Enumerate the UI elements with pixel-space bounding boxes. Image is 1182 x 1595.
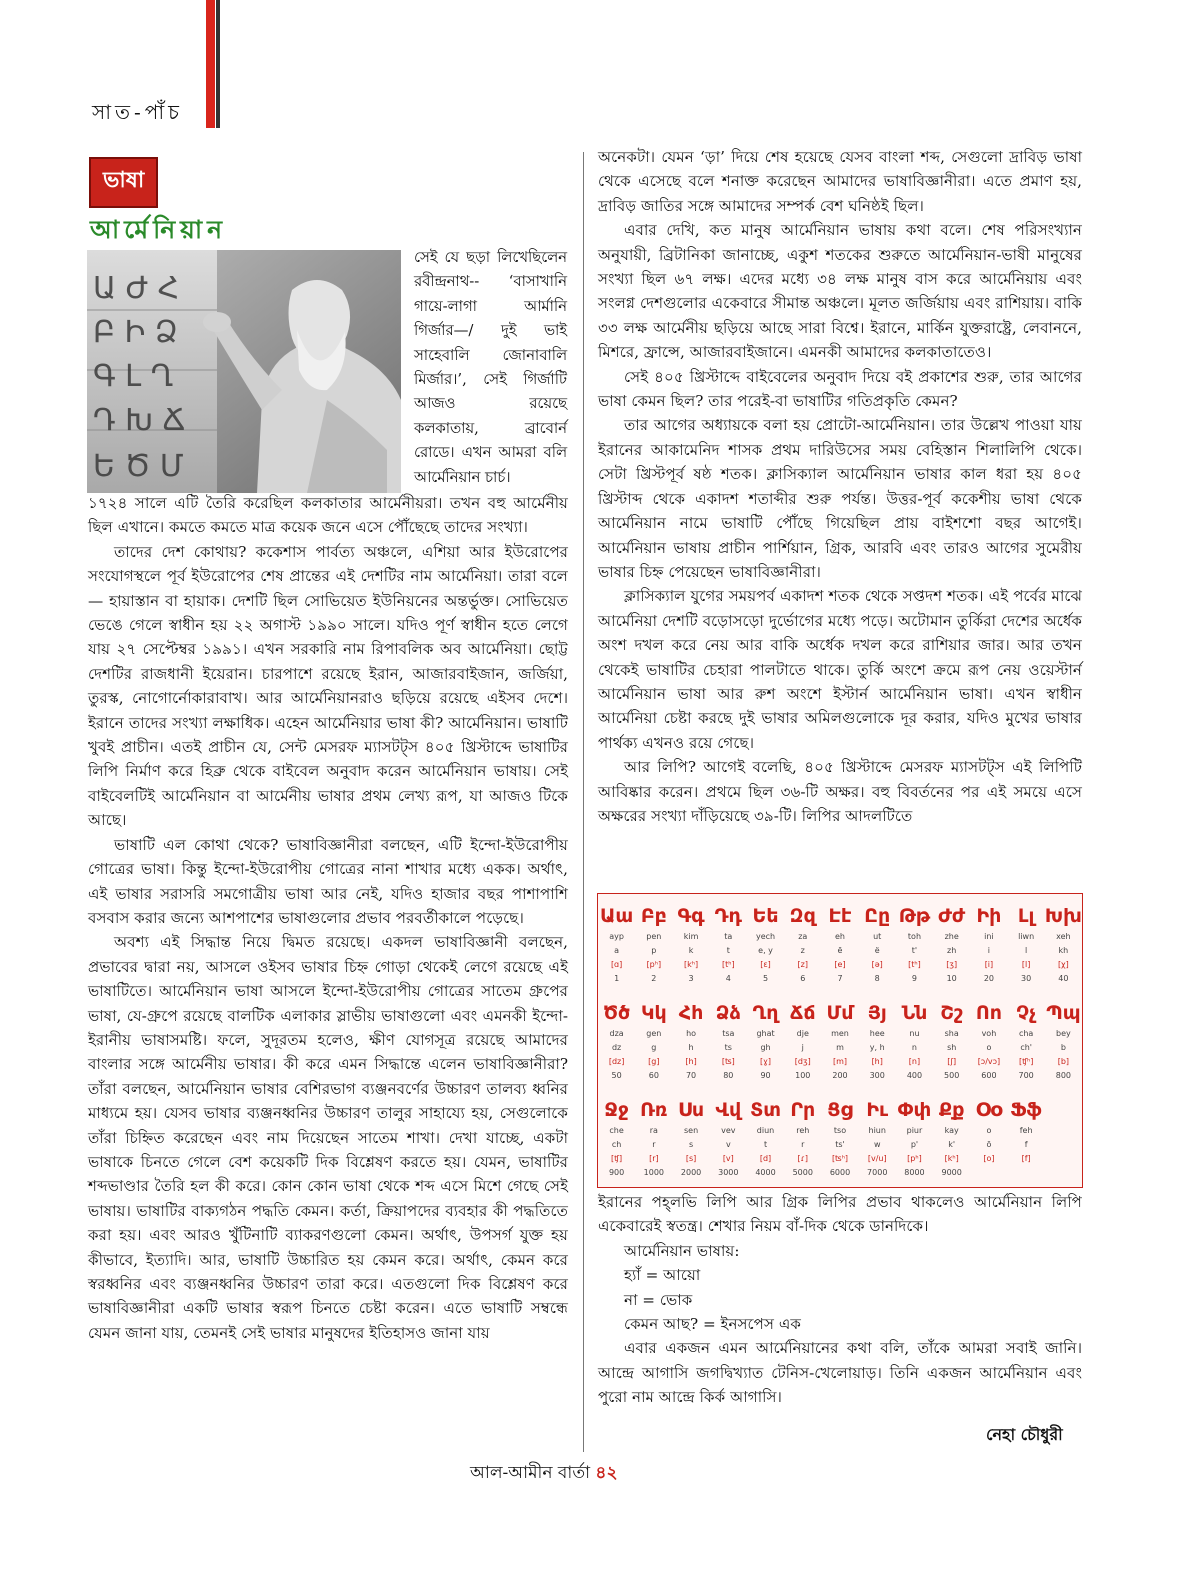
letter-numeric-value: 3 bbox=[688, 974, 694, 983]
alphabet-letter: Վվ bbox=[715, 1099, 742, 1121]
letter-transliteration: ts' bbox=[835, 1140, 845, 1149]
category-tag: ভাষা bbox=[89, 157, 158, 208]
left-paragraph: ১৭২৪ সালে এটি তৈরি করেছিল কলকাতার আর্মেনীয়রা। তখন বহু আর্মেনীয় ছিল এখানে। কমতে কমতে মাত্র কয়েক জনে এসে পৌঁছেছে তাদের সংখ্যা। bbox=[88, 494, 568, 537]
letter-pronunciation: [pʰ] bbox=[646, 960, 662, 969]
right-paragraph: তার আগের অধ্যায়কে বলা হয় প্রোটো-আর্মেনিয়ান। তার উল্লেখ পাওয়া যায় ইরানের আকামেনিদ শাসক প্রথম দারিউসের সময় বেহিস্তান শিলালিপি থেকে। সেটা খ্রিস্টপূর্ব ষষ্ঠ শতক। ক্লাসিক্যাল আর্মেনিয়ান ভাষার কাল ধরা হয় ৪০৫ খ্রিস্টাব্দ থেকে একাদশ শতাব্দীর শুরু পর্যন্ত। উত্তর-পূর্ব ককেশীয় ভাষা থেকে আর্মেনিয়ান নামে ভাষাটি পৌঁছে গিয়েছিল প্রায় বাইশশো বছর আগেই। আর্মেনিয়ান ভাষায় প্রাচীন পার্শিয়ান, গ্রিক, আরবি এবং তারও আগের সুমেরীয় ভাষার চিহ্ন পেয়েছেন ভাষাবিজ্ঞানীরা। bbox=[598, 416, 1082, 581]
letter-pronunciation: [ɔ/vɔ] bbox=[977, 1057, 1001, 1066]
alphabet-letter: Ձձ bbox=[715, 1002, 741, 1024]
letter-transliteration: l bbox=[1025, 946, 1028, 955]
alphabet-letter: Պպ bbox=[1046, 1002, 1081, 1024]
letter-transliteration: t bbox=[726, 946, 730, 955]
letter-transliteration: zh bbox=[947, 946, 957, 955]
left-paragraph: অবশ্য এই সিদ্ধান্ত নিয়ে দ্বিমত রয়েছে। একদল ভাষাবিজ্ঞানী বলছেন, প্রভাবের দ্বারা নয়, আসলে ওইসব ভাষার চিহ্ন গোড়া থেকেই লেগে রয়েছে এই ভাষাটিতে। আর্মেনিয়ান ভাষা আসলে ইন্দো-ইউরোপীয় গোত্রের সাতেম গ্রুপের ভাষা, যে-গ্রুপে রয়েছে বালটিক এলাকার স্লাভীয় ভাষাগুলো এবং এমনকী ইন্দো-ইরানীয় ভাষাসমষ্টি। ফলে, সুদূরতম হলেও, ক্ষীণ যোগসূত্র রয়েছে আমাদের বাংলার সঙ্গে আর্মেনীয় ভাষার। কী করে এমন সিদ্ধান্তে এলেন ভাষাবিজ্ঞানীরা? তাঁরা বলছেন, আর্মেনিয়ান ভাষার বেশিরভাগ ব্যঞ্জনবর্ণের উচ্চারণ তালব্য ধ্বনির মাধ্যমে হয়। যেসব ভাষার ব্যঞ্জনধ্বনির উচ্চারণ তালুর সাহায্যে হয়, সেগুলোকে তাঁরা চিহ্নিত করেছেন এবং নাম দিয়েছেন সাতেম শাখা। দেখা যাচ্ছে, একটা ভাষাকে চিনতে গেলে বেশ কয়েকটি দিক বিশ্লেষণ করতে হয়। যেমন, ভাষাটির শব্দভাণ্ডার তৈরি হল কী করে। কোন কোন ভাষা থেকে শব্দ এসে মিশে গেছে সেই ভাষায়। ভাষাটির বাক্যগঠন পদ্ধতি কেমন। কর্তা, ক্রিয়াপদের ব্যবহার কী পদ্ধতিতে করা হয়। এবং আরও খুঁটিনাটি ব্যাকরণগুলো কেমন। অর্থাৎ, উপসর্গ যুক্ত হয় কীভাবে, ইত্যাদি। আর, ভাষাটি উচ্চারিত হয় কেমন করে। অর্থাৎ, কেমন করে স্বরধ্বনির এবং ব্যঞ্জনধ্বনির উচ্চারণ তারা করে। এতগুলো দিক বিশ্লেষণ করে ভাষাবিজ্ঞানীরা একটি ভাষার স্বরূপ চিনতে চেষ্টা করেন। এতে ভাষাটি সম্বন্ধে যেমন জানা যায়, তেমনই সেই ভাষার মানুষদের ইতিহাসও জানা যায় bbox=[88, 933, 568, 1342]
letter-numeric-value: 100 bbox=[795, 1071, 811, 1080]
column-divider bbox=[583, 152, 584, 1452]
letter-name: ini bbox=[984, 932, 994, 941]
letter-name: yech bbox=[755, 932, 776, 941]
letter-numeric-value: 30 bbox=[1021, 974, 1032, 983]
example-line: না = ভোক bbox=[624, 1290, 693, 1309]
magazine-name: আল-আমীন বার্তা bbox=[470, 1463, 591, 1483]
letter-transliteration: ō bbox=[986, 1140, 992, 1149]
letter-numeric-value: 800 bbox=[1055, 1071, 1072, 1080]
alphabet-letter: Բբ bbox=[640, 905, 667, 927]
alphabet-letter: Դդ bbox=[714, 905, 742, 927]
letter-transliteration: g bbox=[651, 1043, 657, 1052]
right-paragraph: ক্লাসিক্যাল যুগের সময়পর্ব একাদশ শতক থেকে সপ্তদশ শতক। এই পর্বের মাঝে আর্মেনিয়া দেশটি বড়োসড়ো দুর্ভোগের মধ্যে পড়ে। অটোমান তুর্কিরা দেশের অর্ধেক অংশ দখল করে নেয় আর বাকি অর্ধেক দখল করে রাশিয়ার জার। আর তখন থেকেই ভাষাটির চেহারা পালটাতে থাকে। তুর্কি অংশে ক্রমে রূপ নেয় ওয়েস্টার্ন আর্মেনিয়ান ভাষা আর রুশ অংশে ইস্টার্ন আর্মেনিয়ান ভাষা। এখন স্বাধীন আর্মেনিয়া চেষ্টা করছে দুই ভাষার অমিলগুলোকে দূর করার, যদিও মুখের ভাষার পার্থক্য এখনও রয়ে গেছে। bbox=[598, 587, 1082, 752]
letter-pronunciation: [ɑ] bbox=[610, 960, 623, 969]
right-paragraph: এবার দেখি, কত মানুষ আর্মেনিয়ান ভাষায় কথা বলে। শেষ পরিসংখ্যান অনুযায়ী, ব্রিটানিকা জানাচ্ছে, একুশ শতকের শুরুতে আর্মেনিয়ান-ভাষী মানুষের সংখ্যা ছিল ৬৭ লক্ষ। এদের মধ্যে ৩৪ লক্ষ মানুষ বাস করে আর্মেনিয়ায় এবং সংলগ্ন দেশগুলোর একেবারে সীমান্ত অঞ্চলে। মূলত জর্জিয়ায় এবং রাশিয়ায়। বাকি ৩৩ লক্ষ আর্মেনীয় ছড়িয়ে আছে সারা বিশ্বে। ইরানে, মার্কিন যুক্তরাষ্ট্রে, লেবাননে, মিশরে, ফ্রান্সে, আজারবাইজানে। এমনকী আমাদের কলকাতাতেও। bbox=[598, 221, 1082, 362]
letter-pronunciation: [ʧ] bbox=[611, 1154, 623, 1163]
letter-transliteration: z bbox=[800, 946, 805, 955]
letter-numeric-value: 4 bbox=[725, 974, 731, 983]
letter-transliteration: r bbox=[801, 1140, 805, 1149]
alphabet-letter: Թթ bbox=[898, 905, 931, 927]
after-table-paragraph: ইরানের পহ্‌লভি লিপি আর গ্রিক লিপির প্রভাব থাকলেও আর্মেনিয়ান লিপি একেবারেই স্বতন্ত্র। শেখার নিয়ম বাঁ-দিক থেকে ডানদিকে। bbox=[598, 1193, 1082, 1236]
letter-transliteration: ch' bbox=[1020, 1043, 1032, 1052]
page-number: ৪২ bbox=[595, 1463, 618, 1483]
letter-transliteration: ch bbox=[611, 1140, 622, 1149]
letter-pronunciation: [h] bbox=[871, 1057, 883, 1066]
alphabet-letter: Խխ bbox=[1044, 905, 1082, 927]
letter-transliteration: p' bbox=[910, 1140, 919, 1149]
letter-transliteration: gh bbox=[760, 1043, 771, 1052]
letter-transliteration: k' bbox=[948, 1140, 956, 1149]
letter-pronunciation: [pʰ] bbox=[907, 1154, 922, 1163]
alphabet-letter: Նն bbox=[901, 1002, 928, 1024]
letter-name: ayp bbox=[609, 932, 624, 941]
letter-name: gen bbox=[646, 1029, 662, 1038]
statue-illustration bbox=[87, 250, 401, 493]
svg-text:Ե Ծ Մ: Ե Ծ Մ bbox=[93, 449, 184, 484]
letter-transliteration: ë bbox=[874, 946, 880, 955]
alphabet-letter: Հհ bbox=[678, 1002, 704, 1024]
letter-transliteration: kh bbox=[1058, 946, 1069, 955]
letter-pronunciation: [i] bbox=[984, 960, 994, 969]
letter-pronunciation: [ɾ] bbox=[797, 1154, 809, 1163]
letter-numeric-value: 3000 bbox=[718, 1168, 739, 1177]
svg-text:Բ Ի Ձ: Բ Ի Ձ bbox=[93, 315, 178, 350]
letter-name: bey bbox=[1056, 1029, 1071, 1038]
letter-pronunciation: [kʰ] bbox=[684, 960, 699, 969]
letter-numeric-value: 5 bbox=[762, 974, 769, 983]
alphabet-letter: Մմ bbox=[826, 1002, 854, 1024]
letter-pronunciation: [tʰ] bbox=[908, 960, 921, 969]
letter-transliteration: h bbox=[688, 1043, 694, 1052]
letter-numeric-value: 6000 bbox=[829, 1168, 851, 1177]
letter-numeric-value: 8 bbox=[874, 974, 880, 983]
letter-name: nu bbox=[909, 1029, 920, 1038]
letter-name: men bbox=[831, 1029, 849, 1038]
letter-pronunciation: [s] bbox=[685, 1154, 697, 1163]
alphabet-letter: Ըը bbox=[864, 905, 891, 927]
letter-numeric-value: 9000 bbox=[941, 1168, 962, 1177]
alphabet-letter: Տտ bbox=[750, 1099, 781, 1121]
letter-pronunciation: [o] bbox=[983, 1154, 995, 1163]
right-paragraph: সেই ৪০৫ খ্রিস্টাব্দে বাইবেলের অনুবাদ দিয়ে বই প্রকাশের শুরু, তার আগের ভাষা কেমন ছিল? তার পরেই-বা ভাষাটির গতিপ্রকৃতি কেমন? bbox=[598, 367, 1082, 411]
letter-name: ta bbox=[724, 932, 733, 941]
letter-numeric-value: 40 bbox=[1058, 974, 1069, 983]
letter-transliteration: b bbox=[1060, 1043, 1066, 1052]
letter-name: o bbox=[986, 1126, 992, 1135]
letter-pronunciation: [ɛ] bbox=[760, 960, 771, 969]
alphabet-letter: Ճճ bbox=[789, 1002, 816, 1024]
alphabet-letter: Ֆֆ bbox=[1010, 1099, 1043, 1121]
statue-photo bbox=[87, 250, 401, 493]
letter-name: reh bbox=[796, 1126, 810, 1135]
alphabet-letter: Չչ bbox=[1016, 1002, 1037, 1024]
letter-transliteration: o bbox=[986, 1043, 992, 1052]
closing-paragraph: এবার একজন এমন আর্মেনিয়ানের কথা বলি, তাঁকে আমরা সবাই জানি। আন্দ্রে আগাসি জগদ্বিখ্যাত টেনিস-খেলোয়াড়। তিনি একজন আর্মেনিয়ান এবং পুরো নাম আন্দ্রে কির্ক আগাসি। bbox=[598, 1339, 1082, 1407]
armenian-alphabet-table bbox=[597, 893, 1083, 1188]
letter-name: sha bbox=[944, 1029, 959, 1038]
letter-name: hiun bbox=[868, 1126, 886, 1135]
example-line: কেমন আছ? = ইনসপেস এক bbox=[624, 1315, 802, 1334]
letter-pronunciation: [ʦ] bbox=[721, 1057, 735, 1066]
alphabet-letter: Ոո bbox=[975, 1002, 1002, 1024]
letter-numeric-value: 2 bbox=[651, 974, 657, 983]
letter-pronunciation: [dz] bbox=[608, 1057, 625, 1066]
letter-transliteration: m bbox=[836, 1043, 844, 1052]
letter-name: diun bbox=[756, 1126, 775, 1135]
letter-numeric-value: 9 bbox=[911, 974, 918, 983]
letter-name: vev bbox=[721, 1126, 736, 1135]
letter-numeric-value: 90 bbox=[760, 1071, 771, 1080]
letter-pronunciation: [ʃ] bbox=[947, 1057, 957, 1066]
letter-name: feh bbox=[1019, 1126, 1033, 1135]
alphabet-letter: Ռռ bbox=[640, 1099, 668, 1121]
letter-pronunciation: [v] bbox=[722, 1154, 734, 1163]
letter-pronunciation: [ɣ] bbox=[760, 1057, 772, 1066]
right-column bbox=[598, 145, 1082, 828]
letter-name: piur bbox=[906, 1126, 923, 1135]
letter-transliteration: i bbox=[987, 946, 991, 955]
letter-pronunciation: [g] bbox=[648, 1057, 660, 1066]
letter-name: ut bbox=[873, 932, 882, 941]
right-paragraph: আর লিপি? আগেই বলেছি, ৪০৫ খ্রিস্টাব্দে মেসরফ ম্যাসটট্স এই লিপিটি আবিষ্কার করেন। প্রথমে ছিল ৩৬-টি অক্ষর। বহু বিবর্তনের পর এই সময়ে এসে অক্ষরের সংখ্যা দাঁড়িয়েছে ৩৯-টি। লিপির আদলটিতে bbox=[598, 758, 1082, 825]
letter-transliteration: e, y bbox=[758, 946, 773, 955]
letter-numeric-value: 80 bbox=[723, 1071, 734, 1080]
alphabet-letter: Լլ bbox=[1017, 905, 1035, 927]
alphabet-letter: Իւ bbox=[866, 1099, 889, 1121]
alphabet-letter: Ծծ bbox=[603, 1002, 631, 1024]
letter-numeric-value: 7 bbox=[837, 974, 843, 983]
left-paragraph: ভাষাটি এল কোথা থেকে? ভাষাবিজ্ঞানীরা বলছেন, এটি ইন্দো-ইউরোপীয় গোত্রের ভাষা। কিন্তু ইন্দো-ইউরোপীয় গোত্রের নানা শাখার মধ্যে একক। অর্থাৎ, এই ভাষার সরাসরি সমগোত্রীয় ভাষা আর নেই, যদিও হাজার বছর পাশাপাশি বসবাস করার জন্যে আশপাশের ভাষাগুলোর প্রভাব পরবর্তীকালে পড়েছে। bbox=[88, 835, 568, 927]
examples-heading: আর্মেনিয়ান ভাষায়: bbox=[624, 1241, 740, 1260]
letter-pronunciation: [ʦʰ] bbox=[831, 1154, 849, 1163]
letter-pronunciation: [m] bbox=[832, 1057, 848, 1066]
letter-transliteration: k bbox=[688, 946, 694, 955]
letter-pronunciation: [tʰ] bbox=[721, 960, 735, 969]
letter-numeric-value: 7000 bbox=[867, 1168, 888, 1177]
letter-transliteration: v bbox=[725, 1140, 731, 1149]
letter-pronunciation: [f] bbox=[1021, 1154, 1031, 1163]
letter-name: ra bbox=[649, 1126, 658, 1135]
section-label: সাত-পাঁচ bbox=[92, 100, 183, 124]
letter-name: kim bbox=[683, 932, 699, 941]
letter-transliteration: ts bbox=[724, 1043, 732, 1052]
letter-name: xeh bbox=[1056, 932, 1071, 941]
letter-name: hee bbox=[869, 1029, 885, 1038]
letter-numeric-value: 700 bbox=[1018, 1071, 1034, 1080]
header-dark-bar bbox=[216, 0, 220, 128]
letter-numeric-value: 60 bbox=[648, 1071, 659, 1080]
letter-pronunciation: [r] bbox=[649, 1154, 659, 1163]
letter-name: che bbox=[609, 1126, 624, 1135]
letter-numeric-value: 10 bbox=[946, 974, 957, 983]
letter-name: pen bbox=[646, 932, 662, 941]
letter-transliteration: a bbox=[614, 946, 620, 955]
left-column bbox=[88, 491, 568, 1345]
letter-numeric-value: 6 bbox=[800, 974, 806, 983]
letter-numeric-value: 70 bbox=[685, 1071, 697, 1080]
alphabet-letter: Իի bbox=[976, 905, 1002, 927]
intro-wrap-text bbox=[414, 246, 567, 490]
letter-pronunciation: [ə] bbox=[871, 960, 883, 969]
letter-transliteration: ē bbox=[837, 946, 843, 955]
letter-numeric-value: 1 bbox=[614, 974, 620, 983]
alphabet-letter: Օօ bbox=[975, 1099, 1003, 1121]
letter-numeric-value: 400 bbox=[906, 1071, 923, 1080]
alphabet-letter: Ղղ bbox=[752, 1002, 779, 1024]
alphabet-letter: Կկ bbox=[640, 1002, 667, 1024]
alphabet-letter: Աա bbox=[599, 905, 634, 927]
letter-name: ghat bbox=[756, 1029, 775, 1038]
author-name: নেহা চৌধুরী bbox=[986, 1425, 1063, 1444]
letter-numeric-value: 8000 bbox=[904, 1168, 925, 1177]
letter-name: dje bbox=[796, 1029, 809, 1038]
letter-transliteration: p bbox=[651, 946, 657, 955]
alphabet-letter: Փփ bbox=[897, 1099, 932, 1121]
alphabet-letter: Զզ bbox=[789, 905, 816, 927]
letter-name: liwn bbox=[1018, 932, 1035, 941]
letter-name: ho bbox=[686, 1029, 697, 1038]
letter-pronunciation: [ʧʰ] bbox=[1018, 1057, 1034, 1066]
letter-name: eh bbox=[835, 932, 845, 941]
letter-name: tsa bbox=[722, 1029, 735, 1038]
alphabet-letter: Գգ bbox=[677, 905, 705, 927]
letter-transliteration: r bbox=[652, 1140, 656, 1149]
alphabet-letter: Եե bbox=[752, 905, 779, 927]
letter-numeric-value: 1000 bbox=[643, 1168, 665, 1177]
letter-pronunciation: [dʒ] bbox=[794, 1057, 811, 1066]
letter-transliteration: y, h bbox=[869, 1043, 885, 1052]
right-paragraph: অনেকটা। যেমন ‘ড়া’ দিয়ে শেষ হয়েছে যেসব বাংলা শব্দ, সেগুলো দ্রাবিড় ভাষা থেকে এসেছে বলে শনাক্ত করেছেন আমাদের ভাষাবিজ্ঞানীরা। এতে প্রমাণ হয়, দ্রাবিড় জাতির সঙ্গে আমাদের সম্পর্ক বেশ ঘনিষ্ঠই ছিল। bbox=[598, 148, 1082, 215]
letter-pronunciation: [b] bbox=[1057, 1057, 1070, 1066]
letter-transliteration: n bbox=[911, 1043, 918, 1052]
letter-numeric-value: 20 bbox=[983, 974, 995, 983]
letter-pronunciation: [z] bbox=[797, 960, 808, 969]
letter-transliteration: sh bbox=[947, 1043, 957, 1052]
letter-name: tso bbox=[833, 1126, 847, 1135]
right-column-continued bbox=[598, 1190, 1082, 1410]
letter-numeric-value: 300 bbox=[869, 1071, 885, 1080]
alphabet-letter: Րր bbox=[790, 1099, 816, 1121]
letter-name: voh bbox=[981, 1029, 997, 1038]
letter-pronunciation: [χ] bbox=[1057, 960, 1069, 969]
alphabet-letter: Էէ bbox=[828, 905, 852, 927]
article-title: আর্মেনিয়ান bbox=[90, 215, 228, 244]
letter-pronunciation: [v/u] bbox=[867, 1154, 887, 1163]
alphabet-letter: Յյ bbox=[867, 1002, 887, 1024]
letter-name: zhe bbox=[944, 932, 959, 941]
page-footer bbox=[470, 1460, 618, 1488]
letter-pronunciation: [h] bbox=[685, 1057, 697, 1066]
alphabet-letter: Ջջ bbox=[604, 1099, 629, 1121]
letter-transliteration: j bbox=[801, 1043, 804, 1052]
alphabet-letter: Քք bbox=[938, 1099, 965, 1121]
letter-name: sen bbox=[683, 1126, 699, 1135]
letter-numeric-value: 500 bbox=[944, 1071, 960, 1080]
letter-transliteration: t bbox=[763, 1140, 768, 1149]
alphabet-letter: Սս bbox=[678, 1099, 705, 1121]
intro-paragraph: সেই যে ছড়া লিখেছিলেন রবীন্দ্রনাথ-- ‘বাসাখানি গায়ে-লাগা আর্মানি গির্জার—/ দুই ভাই সাহেবালি জোনাবালি মির্জার।’, সেই গির্জাটি আজও রয়েছে কলকাতায়, ব্রাবোর্ন রোডে। এখন আমরা বলি আর্মেনিয়ান চার্চ। bbox=[414, 249, 567, 486]
letter-name: cha bbox=[1018, 1029, 1034, 1038]
header-red-bar bbox=[206, 0, 215, 128]
letter-pronunciation: [kʰ] bbox=[944, 1154, 959, 1163]
alphabet-letter: Ժժ bbox=[938, 905, 966, 927]
letter-numeric-value: 5000 bbox=[792, 1168, 813, 1177]
letter-transliteration: w bbox=[873, 1140, 881, 1149]
letter-transliteration: dz bbox=[611, 1043, 622, 1052]
alphabet-letter: Ցց bbox=[827, 1099, 853, 1121]
letter-name: kay bbox=[944, 1126, 959, 1135]
alphabet-chart bbox=[598, 894, 1082, 1187]
letter-numeric-value: 900 bbox=[608, 1168, 625, 1177]
letter-pronunciation: [l] bbox=[1021, 960, 1031, 969]
letter-name: toh bbox=[907, 932, 922, 941]
letter-pronunciation: [n] bbox=[908, 1057, 921, 1066]
svg-text:Գ Լ Ղ: Գ Լ Ղ bbox=[93, 359, 174, 394]
letter-numeric-value: 50 bbox=[611, 1071, 622, 1080]
example-line: হ্যাঁ = আয়ো bbox=[624, 1266, 701, 1285]
letter-pronunciation: [ʒ] bbox=[946, 960, 958, 969]
letter-numeric-value: 2000 bbox=[680, 1168, 702, 1177]
letter-pronunciation: [d] bbox=[759, 1154, 772, 1163]
letter-numeric-value: 4000 bbox=[755, 1168, 776, 1177]
letter-transliteration: f bbox=[1024, 1140, 1028, 1149]
svg-text:Դ Խ Ճ: Դ Խ Ճ bbox=[93, 403, 186, 438]
letter-name: za bbox=[798, 932, 808, 941]
svg-text:Ա Ժ Հ: Ա Ժ Հ bbox=[93, 271, 180, 306]
letter-numeric-value: 600 bbox=[981, 1071, 997, 1080]
alphabet-letter: Շշ bbox=[940, 1002, 964, 1024]
left-paragraph: তাদের দেশ কোথায়? ককেশাস পার্বত্য অঞ্চলে, এশিয়া আর ইউরোপের সংযোগস্থলে পূর্ব ইউরোপের শেষ প্রান্তের এই দেশটির নাম আর্মেনিয়া। তারা বলে— হায়াস্তান বা হায়াক। দেশটি ছিল সোভিয়েত ইউনিয়নের অন্তর্ভুক্ত। সোভিয়েত ভেঙে গেলে স্বাধীন হয় ২২ অগাস্ট ১৯৯০ সালে। যদিও পূর্ণ স্বাধীন হতে লেগে যায় ২৭ সেপ্টেম্বর ১৯৯১। এখন সরকারি নাম রিপাবলিক অব আর্মেনিয়া। ছোট্ট দেশটির রাজধানী ইয়েরান। চারপাশে রয়েছে ইরান, আজারবাইজান, জর্জিয়া, তুরস্ক, নোগোর্নোকারাবাখ। আর আর্মেনিয়ানরাও ছড়িয়ে রয়েছে এইসব দেশে। ইরানে তাদের সংখ্যা লক্ষাধিক। এহেন আর্মেনিয়ার ভাষা কী? আর্মেনিয়ান। ভাষাটি খুবই প্রাচীন। এতই প্রাচীন যে, সেন্ট মেসরফ ম্যাসটট্স ৪০৫ খ্রিস্টাব্দে ভাষাটির লিপি নির্মাণ করে হিব্রু থেকে বাইবেল অনুবাদ করেন আর্মেনিয়ান ভাষায়। সেই বাইবেলটিই আর্মেনিয়ান বা আর্মেনীয় ভাষার প্রথম লেখ্য রূপ, যা আজও টিকে আছে। bbox=[88, 542, 568, 830]
letter-transliteration: s bbox=[688, 1140, 694, 1149]
letter-transliteration: t' bbox=[911, 946, 918, 955]
letter-name: dza bbox=[609, 1029, 624, 1038]
letter-pronunciation: [e] bbox=[834, 960, 846, 969]
letter-numeric-value: 200 bbox=[832, 1071, 848, 1080]
